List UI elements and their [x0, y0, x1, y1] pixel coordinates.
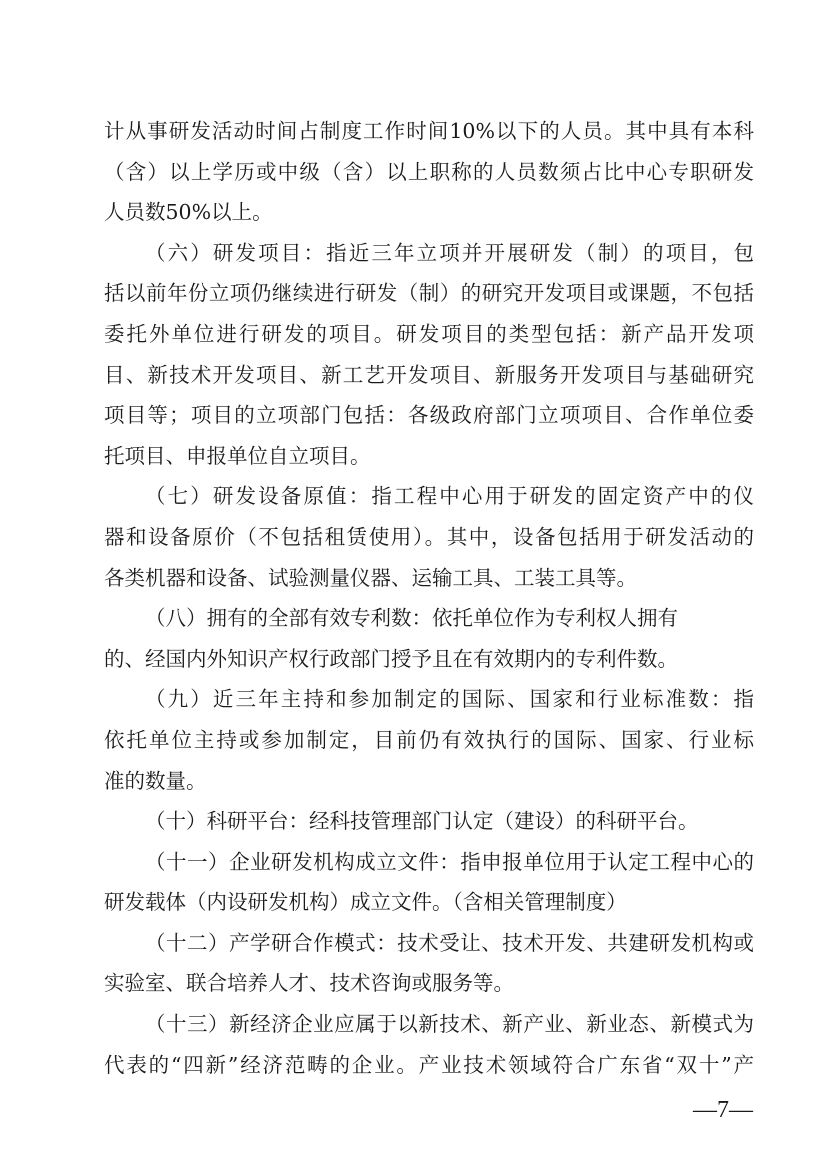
text-line: 各类机器和设备、试验测量仪器、运输工具、工装工具等。: [104, 565, 637, 590]
text-line: （六）研发项目：指近三年立项并开展研发（制）的项目，包: [145, 240, 754, 265]
text-line: 人员数50%以上。: [104, 200, 273, 225]
text-line: 目、新技术开发项目、新工艺开发项目、新服务开发项目与基础研究: [104, 362, 754, 387]
text-line: （含）以上学历或中级（含）以上职称的人员数须占比中心专职研发: [104, 159, 754, 184]
text-line: 器和设备原价（不包括租赁使用）。其中，设备包括用于研发活动的: [104, 524, 754, 549]
paragraph-item-13: [104, 1004, 754, 1085]
document-body: [104, 111, 754, 1085]
text-line: （十一）企业研发机构成立文件：指申报单位用于认定工程中心的: [145, 849, 754, 874]
text-line: 委托外单位进行研发的项目。研发项目的类型包括：新产品开发项: [104, 321, 754, 346]
text-line: 托项目、申报单位自立项目。: [104, 443, 371, 468]
paragraph-item-11: [104, 842, 754, 923]
text-line: （十三）新经济企业应属于以新技术、新产业、新业态、新模式为: [145, 1012, 754, 1037]
text-line: 项目等；项目的立项部门包括：各级政府部门立项项目、合作单位委: [104, 403, 754, 428]
text-line: 的、经国内外知识产权行政部门授予且在有效期内的专利件数。: [104, 646, 678, 671]
paragraph-item-7: [104, 476, 754, 598]
text-line: 准的数量。: [104, 768, 207, 793]
paragraph-item-6: [104, 233, 754, 477]
paragraph-item-10: [104, 801, 754, 842]
text-line: 依托单位主持或参加制定，目前仍有效执行的国际、国家、行业标: [104, 727, 754, 752]
text-line: （七）研发设备原值：指工程中心用于研发的固定资产中的仪: [145, 484, 754, 509]
text-line: 括以前年份立项仍继续进行研发（制）的研究开发项目或课题，不包括: [104, 281, 754, 306]
text-line: （九）近三年主持和参加制定的国际、国家和行业标准数：指: [145, 687, 754, 712]
text-line: （十）科研平台：经科技管理部门认定（建设）的科研平台。: [145, 809, 699, 834]
paragraph-continuation: [104, 111, 754, 233]
paragraph-item-12: [104, 923, 754, 1004]
text-line: 计从事研发活动时间占制度工作时间10%以下的人员。其中具有本科: [104, 119, 754, 143]
paragraph-item-9: [104, 679, 754, 801]
text-line: 代表的“四新”经济范畴的企业。产业技术领域符合广东省“双十”产: [104, 1052, 754, 1077]
text-line: （八）拥有的全部有效专利数：依托单位作为专利权人拥有: [145, 606, 678, 631]
text-line: （十二）产学研合作模式：技术受让、技术开发、共建研发机构或: [145, 930, 754, 955]
text-line: 研发载体（内设研发机构）成立文件。（含相关管理制度）: [104, 890, 627, 915]
text-line: 实验室、联合培养人才、技术咨询或服务等。: [104, 971, 514, 996]
paragraph-item-8: [104, 598, 754, 679]
page-number: —7—: [693, 1097, 753, 1123]
